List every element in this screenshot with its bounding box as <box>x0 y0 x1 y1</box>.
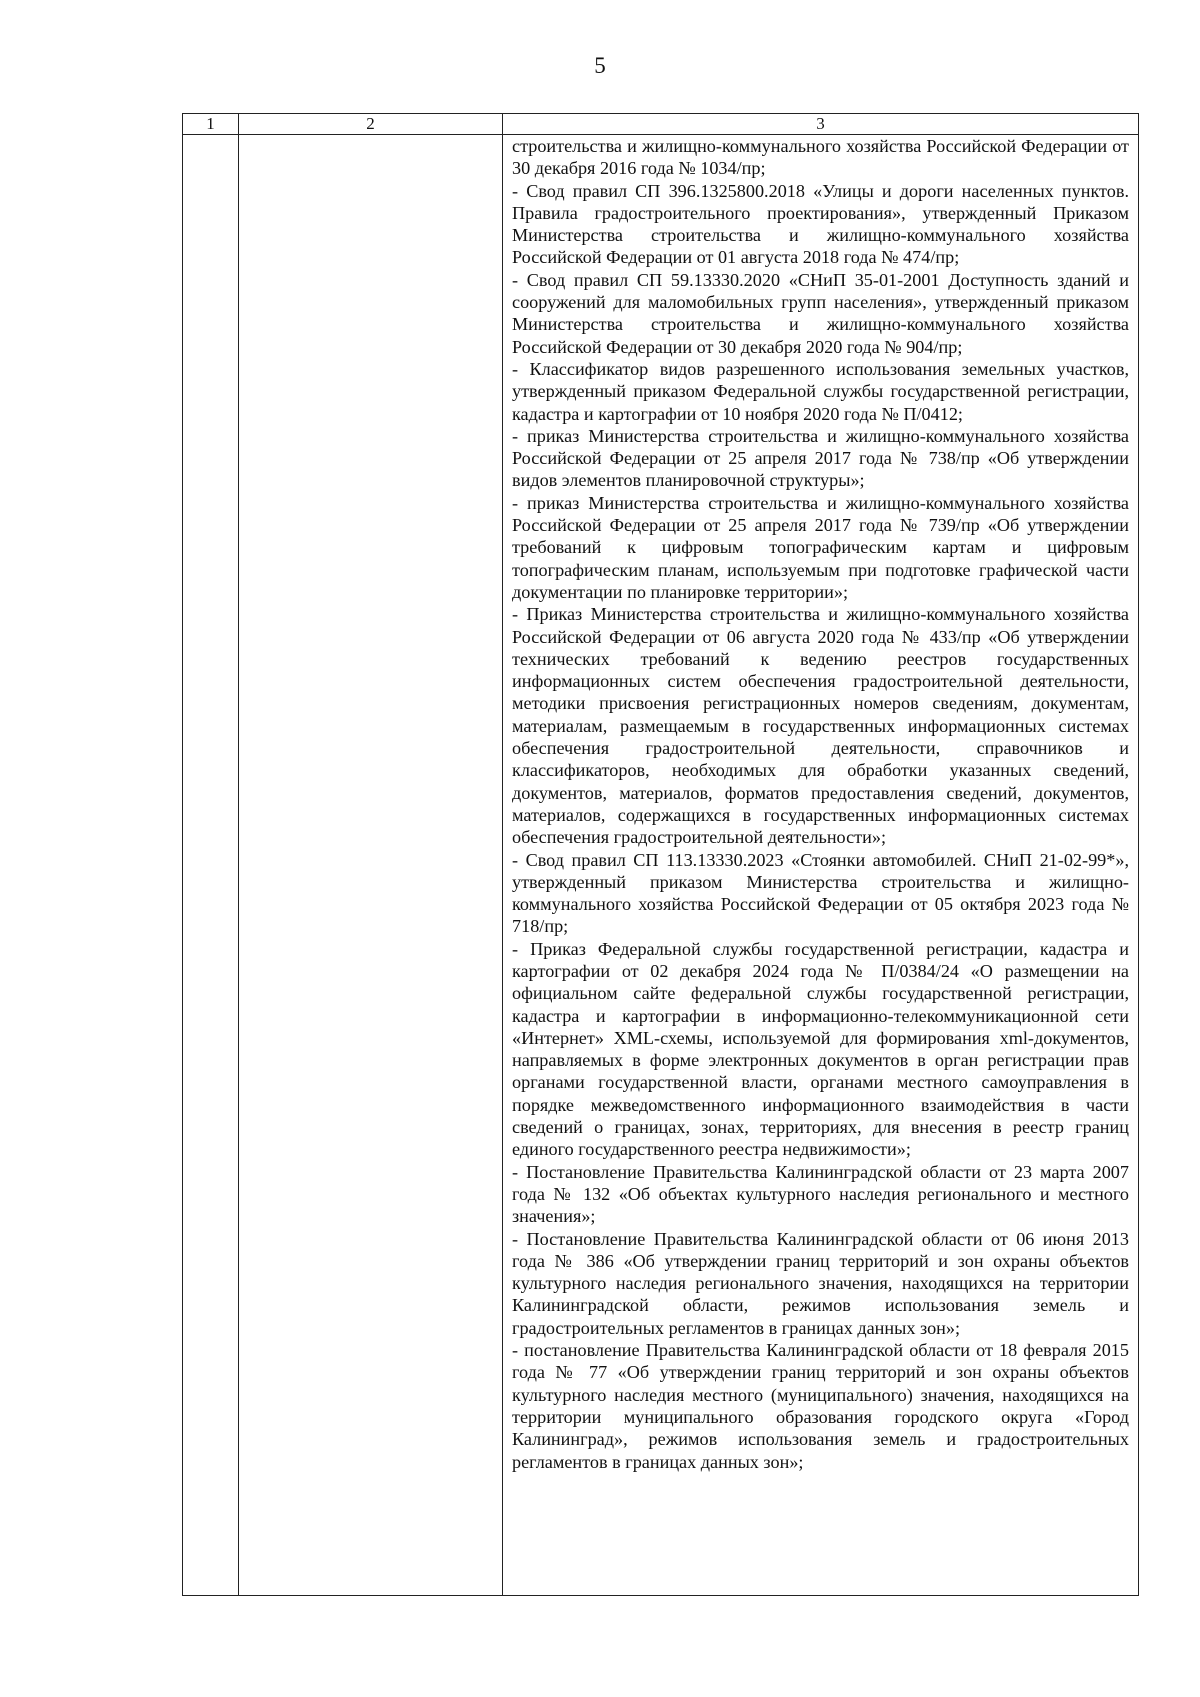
cell-column-1 <box>183 135 239 1596</box>
paragraph: - Классификатор видов разрешенного использования земельных участков, утвержденный приказом Федеральной службы государственной регистрации, кадастра и картографии от 10 ноября 2020 года № П/0412; <box>512 358 1129 424</box>
paragraph: - Свод правил СП 59.13330.2020 «СНиП 35-01-2001 Доступность зданий и сооружений для маломобильных групп населения», утвержденный приказом Министерства строительства и жилищно-коммунального хозяйства Российской Федерации от 30 декабря 2020 года № 904/пр; <box>512 269 1129 357</box>
paragraph: строительства и жилищно-коммунального хозяйства Российской Федерации от 30 декабря 2016 года № 1034/пр; <box>512 136 1129 179</box>
paragraph: - постановление Правительства Калининградской области от 18 февраля 2015 года № 77 «Об утверждении границ территорий и зон охраны объектов культурного наследия местного (муниципального) значения, находящихся на территории муниципального образования городского округа «Город Калининград», режимов использования земель и градостроительных регламентов в границах данных зон»; <box>512 1340 1129 1472</box>
table-row <box>183 135 1139 1596</box>
paragraph: - Свод правил СП 396.1325800.2018 «Улицы и дороги населенных пунктов. Правила градостроительного проектирования», утвержденный Приказом Министерства строительства и жилищно-коммунального хозяйства Российской Федерации от 01 августа 2018 года № 474/пр; <box>512 180 1129 268</box>
page-number: 5 <box>594 53 606 78</box>
cell-column-2 <box>239 135 503 1596</box>
paragraph: - Приказ Федеральной службы государственной регистрации, кадастра и картографии от 02 декабря 2024 года № П/0384/24 «О размещении на официальном сайте федеральной службы государственной регистрации, кадастра и картографии в информационно-телекоммуникационной сети «Интернет» XML-схемы, используемой для формирования xml-документов, направляемых в форме электронных документов в орган регистрации прав органами государственной власти, органами местного самоуправления в порядке межведомственного информационного взаимодействия в части сведений о границах, зонах, территориях, для внесения в реестр границ единого государственного реестра недвижимости»; <box>512 938 1129 1160</box>
column-header-2: 2 <box>239 114 503 135</box>
paragraph: - Свод правил СП 113.13330.2023 «Стоянки автомобилей. СНиП 21-02-99*», утвержденный приказом Министерства строительства и жилищно-коммунального хозяйства Российской Федерации от 05 октября 2023 года № 718/пр; <box>512 849 1129 937</box>
column-header-3: 3 <box>503 114 1139 135</box>
document-table <box>182 113 1139 1596</box>
table-header-row <box>183 114 1139 135</box>
column-header-1: 1 <box>183 114 239 135</box>
paragraph: - Приказ Министерства строительства и жилищно-коммунального хозяйства Российской Федерации от 06 августа 2020 года № 433/пр «Об утверждении технических требований к ведению реестров государственных информационных систем обеспечения градостроительной деятельности, методики присвоения регистрационных номеров сведениям, документам, материалам, размещаемым в государственных информационных системах обеспечения градостроительной деятельности, справочников и классификаторов, необходимых для обработки указанных сведений, документов, материалов, форматов предоставления сведений, документов, материалов, содержащихся в государственных информационных системах обеспечения градостроительной деятельности»; <box>512 604 1129 848</box>
cell-column-3 <box>503 135 1139 1596</box>
paragraph: - Постановление Правительства Калининградской области от 06 июня 2013 года № 386 «Об утверждении границ территорий и зон охраны объектов культурного наследия регионального значения, находящихся на территории Калининградской области, режимов использования земель и градостроительных регламентов в границах данных зон»; <box>512 1228 1129 1338</box>
paragraph: - Постановление Правительства Калининградской области от 23 марта 2007 года № 132 «Об объектах культурного наследия регионального и местного значения»; <box>512 1161 1129 1227</box>
paragraph: - приказ Министерства строительства и жилищно-коммунального хозяйства Российской Федерации от 25 апреля 2017 года № 738/пр «Об утверждении видов элементов планировочной структуры»; <box>512 425 1129 491</box>
paragraph: - приказ Министерства строительства и жилищно-коммунального хозяйства Российской Федерации от 25 апреля 2017 года № 739/пр «Об утверждении требований к цифровым топографическим картам и цифровым топографическим планам, используемым при подготовке графической части документации по планировке территории»; <box>512 492 1129 602</box>
